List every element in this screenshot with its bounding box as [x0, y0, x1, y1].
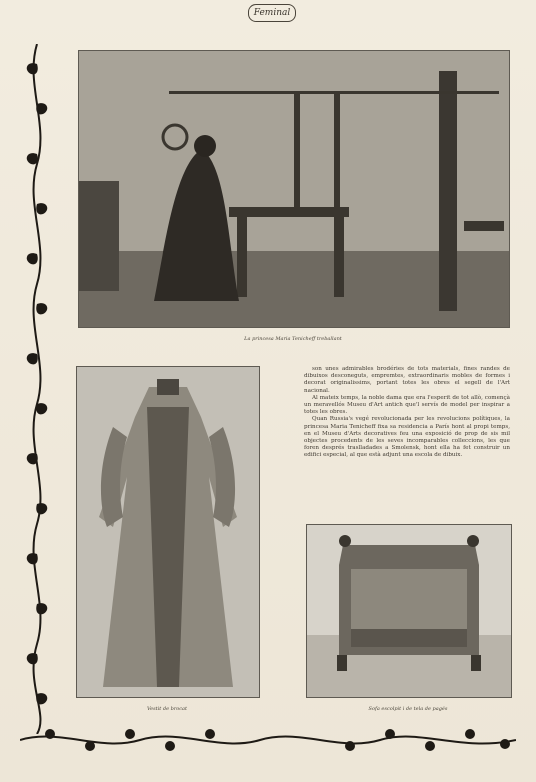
bottom-floral-border: [20, 722, 516, 756]
article-body: [304, 366, 510, 460]
carved-sofa-photo: [306, 524, 512, 698]
brocade-robe-caption: Vestit de brocat: [146, 706, 188, 712]
article-paragraph: Al mateix temps, la noble dama que era l'esperit de tot allò, començà un meravellós Museu d'Art antich que'l servís de model per inspirar a totes les obres.: [304, 394, 510, 416]
left-floral-border: [20, 44, 54, 734]
workshop-caption: La princesa Maria Tenicheff treballant: [244, 336, 342, 342]
carved-sofa-caption: Sofa escolpit i de tela de pagés: [368, 706, 448, 712]
masthead-logo: Feminal: [248, 4, 296, 22]
brocade-robe-photo: [76, 366, 260, 698]
article-paragraph: son unes admirables brodéries de tots materials, fines randes de dibuixos desconeguts, empremtes, extraordinaris mobles de formes i decorat originalissims, portant totes les obres el segell de l'Art nacional.: [304, 366, 510, 394]
workshop-photo: [78, 50, 510, 328]
article-paragraph: Quan Russia's vegé revolucionada per les revolucions polítiques, la princesa Maria Tenicheff fixa sa residencia a París hont al propi temps, en el Museu d'Arts decoratives feu una exposició de prop de sis mil objectes procedents de les seves incomparables colleccions, les que foren després traslladades a Smolensk, hont ella ha fet construir un edifici especial, al que està adjunt una escola de dibuix.: [304, 416, 510, 459]
